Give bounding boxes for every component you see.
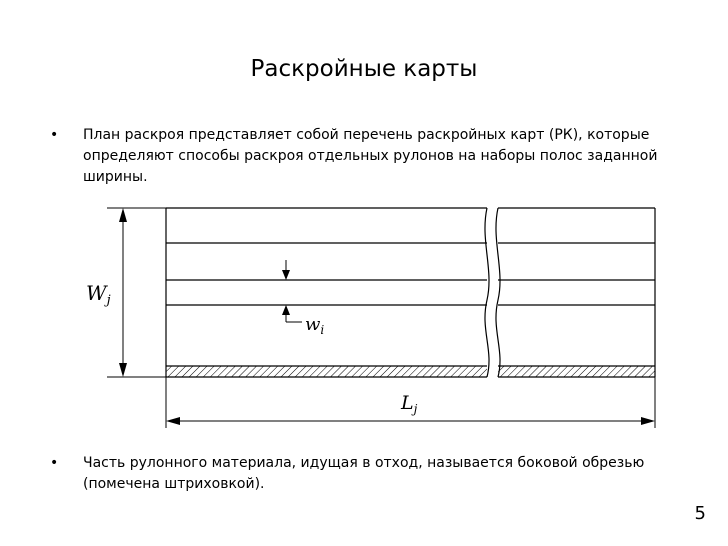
label-w: $w_i$ <box>305 314 325 337</box>
trim-waste-hatch-right <box>498 366 655 377</box>
bullet-dot: • <box>50 127 59 143</box>
trim-waste-hatch-left <box>166 366 487 377</box>
roll-right-section <box>498 208 655 377</box>
roll-left-section <box>166 208 487 377</box>
slide-title: Раскройные карты <box>250 56 478 82</box>
break-line-left <box>485 208 489 377</box>
label-W: $W_j$ <box>86 281 111 308</box>
strip-width-dimension-w <box>282 260 302 322</box>
break-line-right <box>496 208 500 377</box>
bullet-text-1: План раскроя представляет собой перечень раскройных карт (РК), которые определяют способы раскроя отдельных рулонов на наборы полос заданной ширины. <box>83 127 658 185</box>
page-number: 5 <box>694 503 706 524</box>
width-dimension-W <box>107 208 166 377</box>
label-L: $L_j$ <box>401 392 418 416</box>
bullet-dot: • <box>50 455 59 471</box>
bullet-text-2: Часть рулонного материала, идущая в отход, называется боковой обрезью (помечена штриховкой). <box>83 455 645 492</box>
